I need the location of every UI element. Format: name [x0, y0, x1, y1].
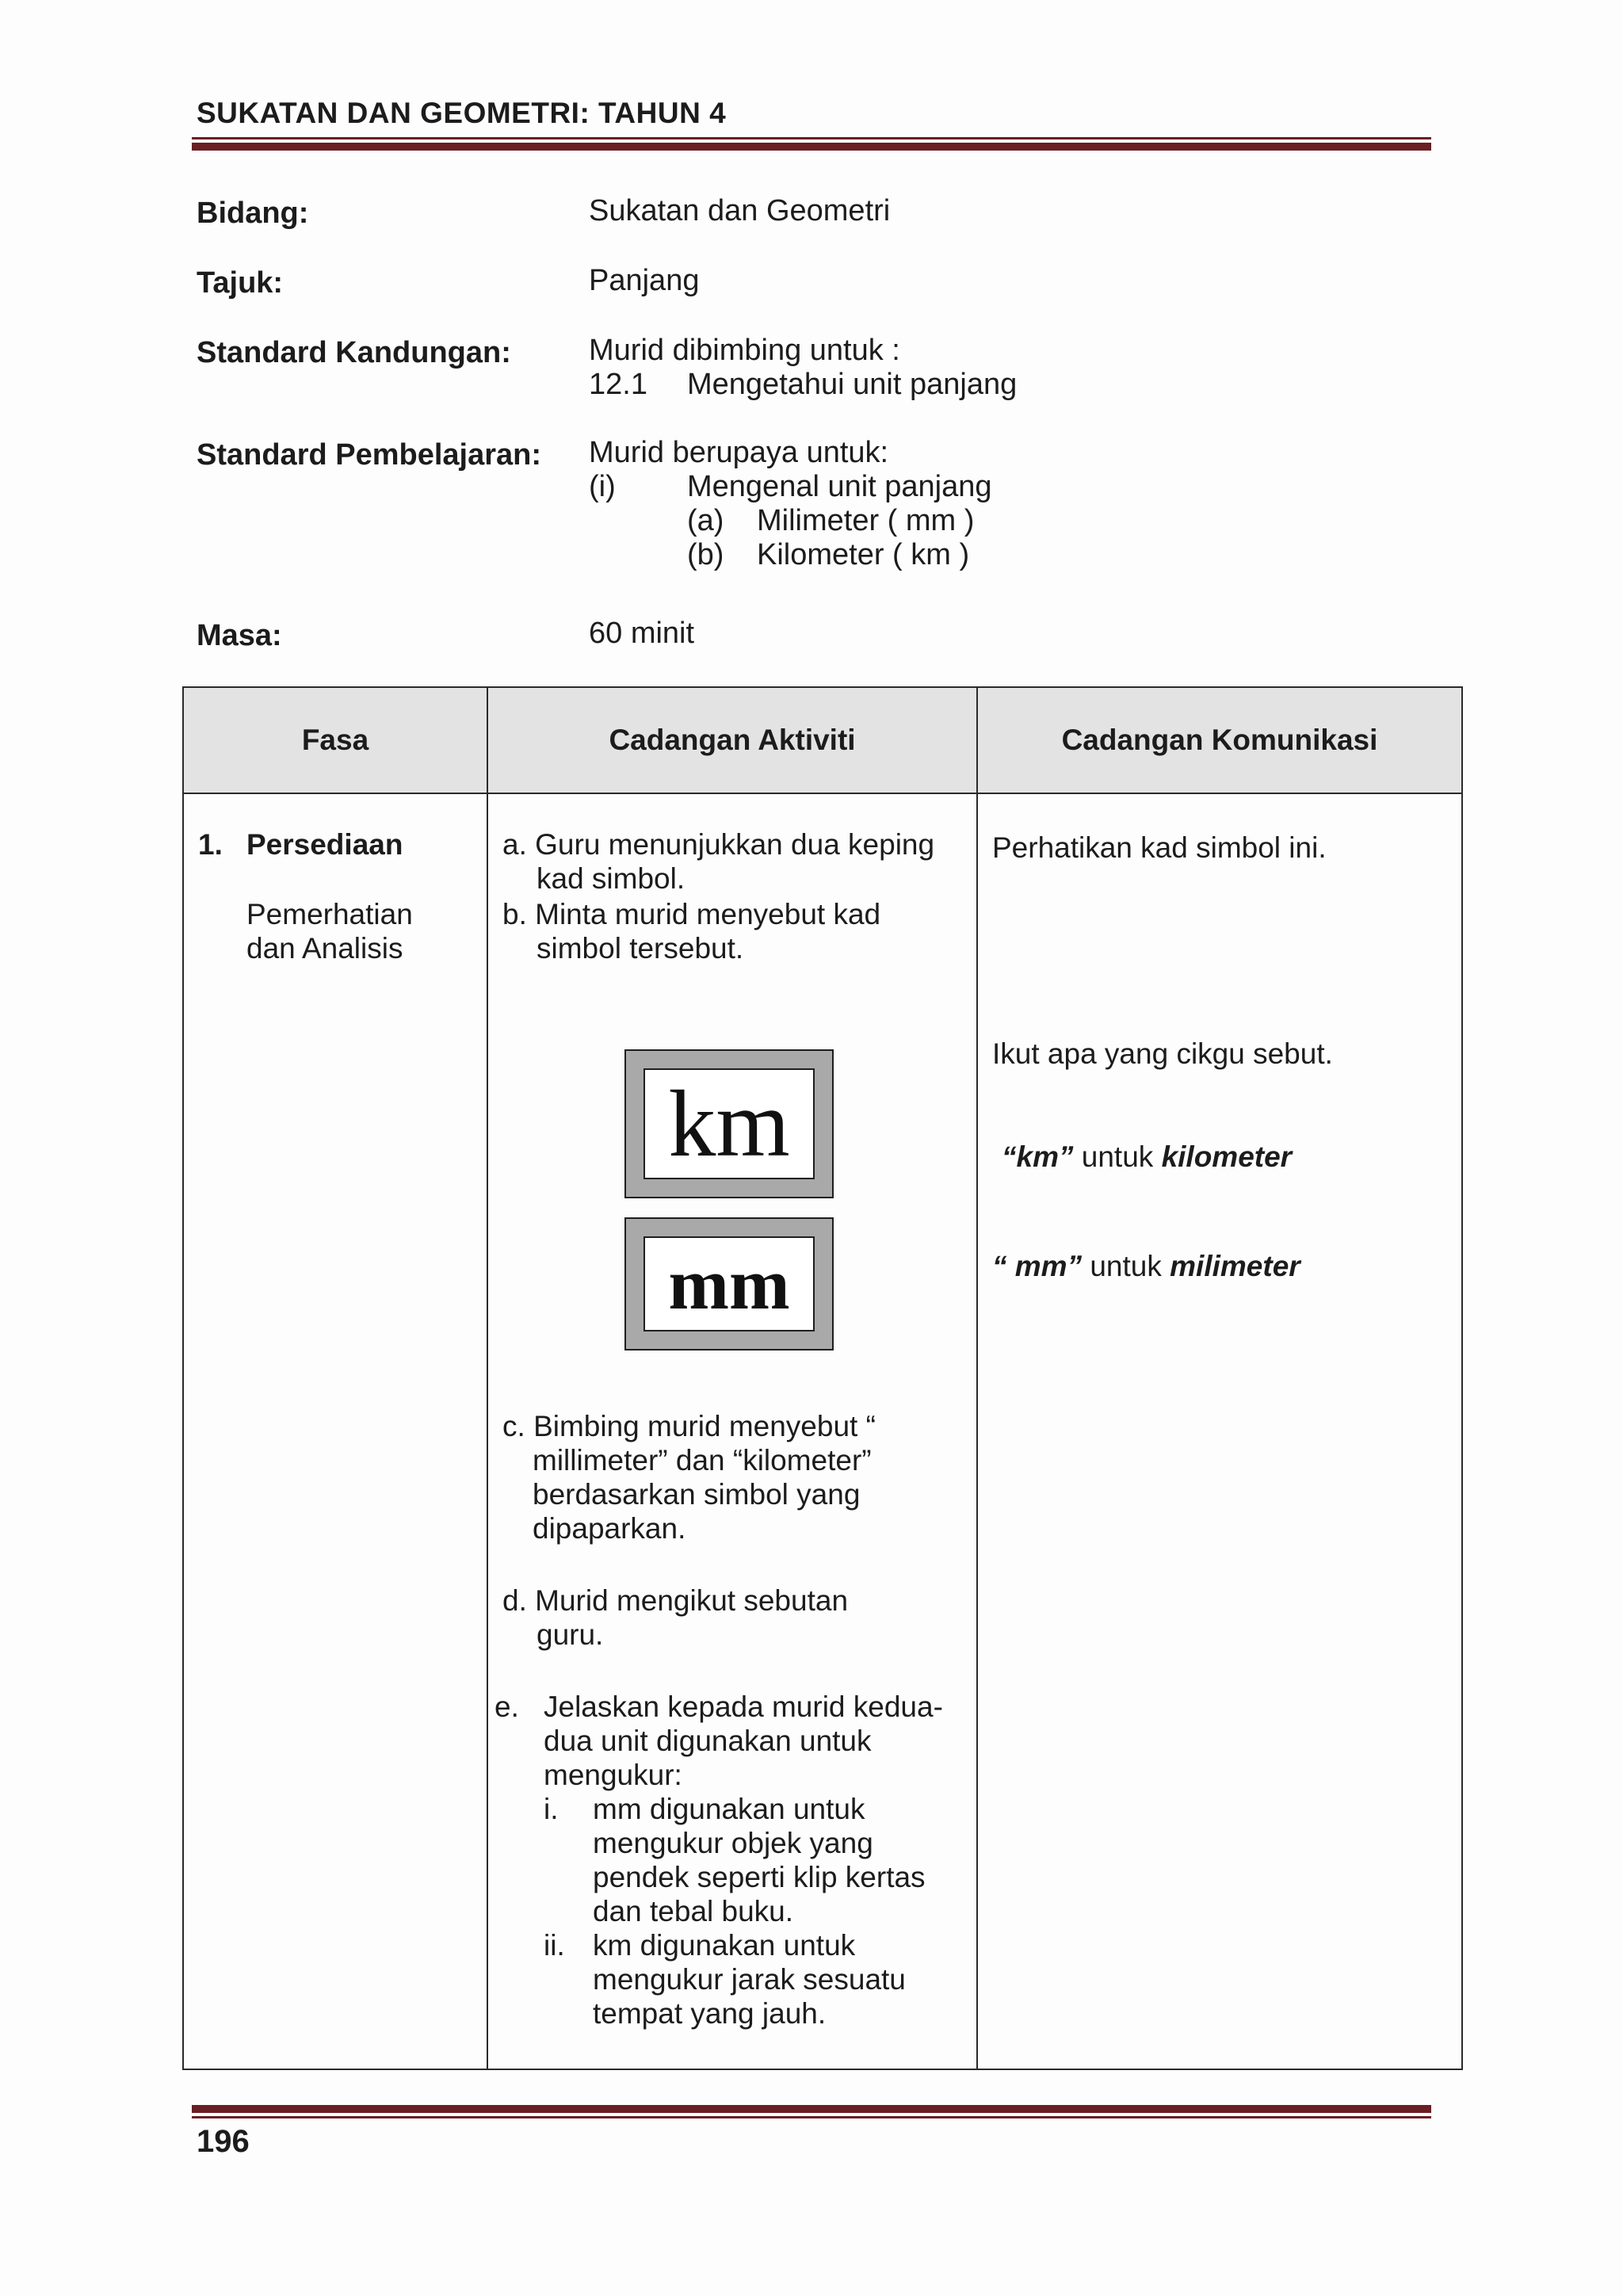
page-header-title: SUKATAN DAN GEOMETRI: TAHUN 4 — [197, 97, 727, 129]
km-symbol-card — [624, 1049, 834, 1198]
activity-marker: d. — [502, 1584, 527, 1617]
tajuk-label: Tajuk: — [197, 266, 284, 300]
activity-text: kad simbol. — [537, 862, 685, 895]
standard-kandungan-code: 12.1 — [589, 368, 647, 401]
activity-text: tempat yang jauh. — [593, 1997, 827, 2030]
masa-value: 60 minit — [589, 617, 695, 650]
standard-pembelajaran-label: Standard Pembelajaran: — [197, 438, 542, 472]
fasa-subtitle-line: dan Analisis — [246, 932, 403, 965]
standard-kandungan-label: Standard Kandungan: — [197, 336, 511, 369]
activity-sub-marker: ii. — [544, 1929, 565, 1962]
activity-text: Minta murid menyebut kad — [535, 898, 881, 930]
bidang-label: Bidang: — [197, 197, 309, 230]
activity-text: dua unit digunakan untuk — [544, 1725, 872, 1757]
komunikasi-mid: untuk — [1082, 1250, 1170, 1282]
activity-text: mengukur jarak sesuatu — [593, 1963, 906, 1996]
km-quote: “km” — [1002, 1140, 1074, 1173]
activity-text: Murid mengikut sebutan — [535, 1584, 849, 1617]
komunikasi-line: Ikut apa yang cikgu sebut. — [992, 1037, 1333, 1070]
activity-item-b — [502, 897, 880, 965]
activity-item-c — [502, 1409, 876, 1545]
km-word: kilometer — [1161, 1140, 1293, 1173]
activity-text: Jelaskan kepada murid kedua- — [544, 1690, 943, 1723]
lesson-plan-table — [182, 686, 1463, 2070]
header-cadangan-aktiviti: Cadangan Aktiviti — [487, 687, 977, 793]
activity-marker: c. — [502, 1410, 525, 1442]
km-symbol-text: km — [643, 1068, 815, 1179]
standard-pembelajaran-intro: Murid berupaya untuk: — [589, 436, 889, 469]
activity-marker: b. — [502, 898, 527, 930]
activity-item-a — [502, 827, 934, 896]
sp-item-text: Mengenal unit panjang — [687, 470, 992, 503]
table-header-row — [183, 687, 1462, 793]
activity-text: mengukur: — [544, 1759, 682, 1791]
sp-sub-a-marker: (a) — [687, 504, 724, 537]
activity-item-e — [495, 1690, 943, 2030]
mm-quote: “ mm” — [992, 1250, 1083, 1282]
activity-text: mm digunakan untuk — [593, 1793, 865, 1825]
mm-symbol-card — [624, 1217, 834, 1350]
fasa-number: 1. — [198, 828, 223, 861]
tajuk-value: Panjang — [589, 264, 700, 297]
standard-kandungan-intro: Murid dibimbing untuk : — [589, 334, 900, 367]
activity-text: dipaparkan. — [533, 1512, 686, 1545]
activity-text: mengukur objek yang — [593, 1827, 873, 1859]
activity-text: pendek seperti klip kertas — [593, 1861, 926, 1893]
activity-text: dan tebal buku. — [593, 1895, 794, 1927]
sp-sub-b-text: Kilometer ( km ) — [757, 538, 970, 571]
sp-sub-b-marker: (b) — [687, 538, 724, 571]
mm-symbol-text: mm — [643, 1236, 815, 1331]
fasa-cell — [183, 793, 487, 2069]
activity-text: millimeter” dan “kilometer” — [533, 1444, 872, 1477]
activity-item-d — [502, 1584, 848, 1652]
activity-marker: e. — [495, 1690, 519, 1723]
page-number: 196 — [197, 2124, 250, 2159]
activity-text: berdasarkan simbol yang — [533, 1478, 861, 1511]
standard-kandungan-value — [589, 334, 1017, 402]
sp-item-marker: (i) — [589, 470, 616, 503]
komunikasi-km-line — [1002, 1140, 1292, 1174]
activity-text: simbol tersebut. — [537, 932, 744, 965]
activity-text: Bimbing murid menyebut “ — [533, 1410, 876, 1442]
bidang-value: Sukatan dan Geometri — [589, 194, 891, 227]
masa-label: Masa: — [197, 619, 282, 652]
header-cadangan-komunikasi: Cadangan Komunikasi — [977, 687, 1462, 793]
activity-text: Guru menunjukkan dua keping — [535, 828, 935, 861]
komunikasi-mm-line — [992, 1249, 1300, 1283]
table-row — [183, 793, 1462, 2069]
header-rule — [192, 137, 1431, 151]
activity-marker: a. — [502, 828, 527, 861]
standard-pembelajaran-value — [589, 436, 992, 572]
fasa-title: Persediaan — [246, 828, 403, 861]
komunikasi-line: Perhatikan kad simbol ini. — [992, 831, 1327, 864]
aktiviti-cell — [487, 793, 977, 2069]
standard-kandungan-text: Mengetahui unit panjang — [687, 368, 1018, 401]
sp-sub-a-text: Milimeter ( mm ) — [757, 504, 975, 537]
activity-text: km digunakan untuk — [593, 1929, 856, 1962]
activity-text: guru. — [537, 1618, 604, 1651]
header-fasa: Fasa — [183, 687, 487, 793]
activity-sub-marker: i. — [544, 1793, 559, 1825]
komunikasi-cell — [977, 793, 1462, 2069]
footer-rule — [192, 2105, 1431, 2118]
komunikasi-mid: untuk — [1073, 1140, 1162, 1173]
mm-word: milimeter — [1170, 1250, 1300, 1282]
fasa-subtitle-line: Pemerhatian — [246, 898, 413, 930]
fasa-subtitle — [246, 897, 413, 965]
